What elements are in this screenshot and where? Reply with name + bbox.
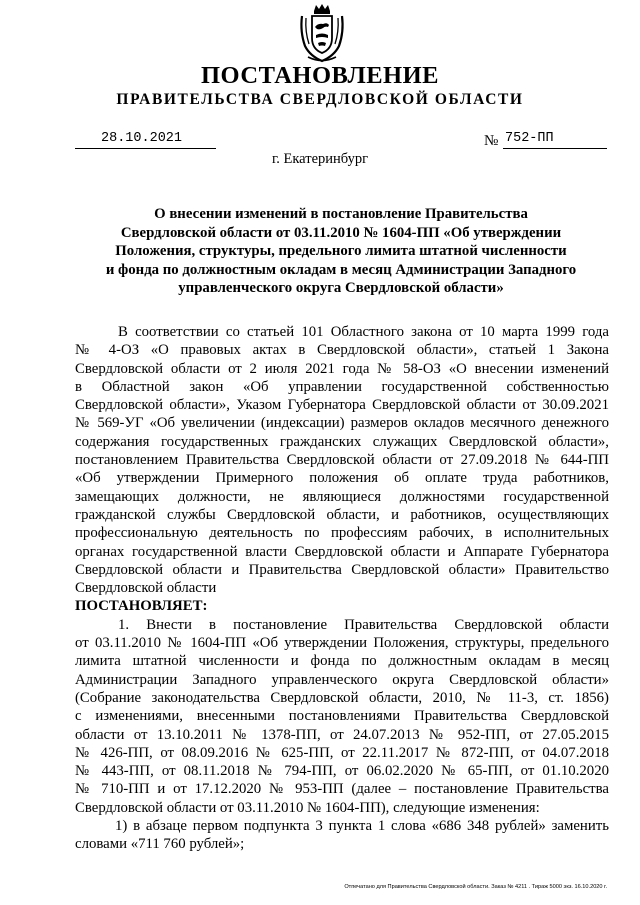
preamble-line: постановлением Правительства Свердловской области от 27.09.2018 № 644-ПП bbox=[75, 452, 609, 469]
preamble-line: гражданской службы Свердловской области, и работников, осуществляющих bbox=[75, 506, 609, 523]
issuing-authority: ПРАВИТЕЛЬСТВА СВЕРДЛОВСКОЙ ОБЛАСТИ bbox=[116, 91, 524, 108]
subject-line: Свердловской области от 03.11.2010 № 1604-ПП «Об утверждении bbox=[120, 224, 562, 241]
preamble-line: В соответствии со статьей 101 Областного закона от 10 марта 1999 года bbox=[118, 324, 609, 340]
preamble-line: в Областной закон «Об управлении государственной собственностью bbox=[75, 378, 609, 395]
resolves-heading: ПОСТАНОВЛЯЕТ: bbox=[75, 598, 208, 615]
item1-line: № 426-ПП, от 08.09.2016 № 625-ПП, от 22.11.2017 № 872-ПП, от 04.07.2018 bbox=[75, 744, 609, 761]
item1-line: области от 13.10.2011 № 1378-ПП, от 24.07.2013 № 952-ПП, от 27.05.2015 bbox=[75, 726, 609, 743]
preamble-line: № 569-УГ «Об увеличении (индексации) размеров окладов месячного денежного bbox=[75, 415, 609, 432]
subitem1-line: 1) в абзаце первом подпункта 3 пункта 1 слова «686 348 рублей» заменить bbox=[115, 818, 609, 835]
item1-line: Администрации Западного управленческого округа Свердловской области» bbox=[75, 671, 609, 688]
document-date: 28.10.2021 bbox=[101, 131, 183, 146]
item1-line: с изменениями, внесенными постановлениями Правительства Свердловской bbox=[75, 708, 609, 725]
item1-line: № 443-ПП, от 08.11.2018 № 794-ПП, от 06.02.2020 № 65-ПП, от 01.10.2020 bbox=[75, 763, 609, 780]
preamble-line: содержания государственных гражданских служащих Свердловской области», bbox=[75, 433, 609, 450]
document-number-field bbox=[503, 131, 607, 149]
preamble-line: Свердловской области от 2 июля 2021 года № 58-ОЗ «О внесении изменений bbox=[75, 360, 609, 377]
subject-line: и фонда по должностным окладам в месяц Администрации Западного bbox=[105, 261, 577, 278]
document-subject bbox=[75, 205, 607, 298]
item1-line: от 03.11.2010 № 1604-ПП «Об утверждении Положения, структуры, предельного bbox=[75, 635, 609, 652]
item1-line: лимита штатной численности и фонда по должностным окладам в месяц bbox=[75, 653, 609, 670]
preamble-line: № 4-ОЗ «О правовых актах в Свердловской области», статьей 1 Закона bbox=[75, 342, 609, 359]
item1-line: № 710-ПП и от 17.12.2020 № 953-ПП (далее – постановление Правительства bbox=[75, 781, 609, 798]
coat-of-arms-icon bbox=[296, 2, 348, 64]
print-imprint: Отпечатано для Правительства Свердловской области. Заказ № 4211 . Тираж 5000 экз. 16.10.2020 г. bbox=[344, 884, 607, 890]
preamble-line: органах государственной власти Свердловской области и Аппарате Губернатора bbox=[75, 543, 609, 560]
preamble-line: Свердловской области bbox=[75, 580, 217, 597]
document-type-title: ПОСТАНОВЛЕНИЕ bbox=[201, 62, 439, 89]
subitem1-line: словами «711 760 рублей»; bbox=[75, 836, 245, 853]
item1-line: Свердловской области от 03.11.2010 № 1604-ПП), следующие изменения: bbox=[75, 799, 540, 816]
issue-city: г. Екатеринбург bbox=[271, 151, 369, 167]
subject-line: О внесении изменений в постановление Правительства bbox=[154, 206, 528, 222]
number-sign: № bbox=[484, 133, 499, 149]
subject-line: управленческого округа Свердловской области» bbox=[178, 280, 504, 297]
preamble-line: Свердловской области и Правительства Свердловской области» Правительство bbox=[75, 561, 609, 578]
preamble-line: «Об утверждении Примерного положения об оплате труда работников, bbox=[75, 470, 609, 487]
document-number: 752-ПП bbox=[505, 131, 554, 146]
document-body bbox=[75, 323, 609, 854]
preamble-line: профессиональную деятельность по профессиям рабочих, в исполнительных bbox=[75, 525, 609, 542]
document-date-field bbox=[75, 131, 216, 149]
subject-line: Положения, структуры, предельного лимита штатной численности bbox=[115, 243, 567, 260]
preamble-line: замещающих должности, не являющиеся должностями государственной bbox=[75, 488, 609, 505]
item1-line: (Собрание законодательства Свердловской области, 2010, № 11-3, ст. 1856) bbox=[75, 689, 609, 706]
preamble-line: Свердловской области», Указом Губернатора Свердловской области от 30.09.2021 bbox=[75, 397, 609, 414]
item1-line: 1. Внести в постановление Правительства Свердловской области bbox=[118, 616, 609, 633]
